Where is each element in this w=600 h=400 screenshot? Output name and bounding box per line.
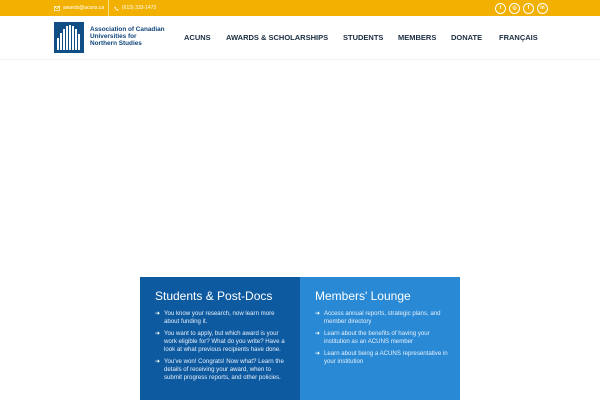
- list-item[interactable]: ➜ You know your research, now learn more about funding it.: [155, 310, 275, 325]
- linkedin-icon[interactable]: in: [537, 3, 548, 14]
- logo-text[interactable]: [90, 26, 170, 47]
- nav-awards-scholarships[interactable]: AWARDS & SCHOLARSHIPS: [226, 33, 329, 42]
- members-panel-title[interactable]: Members' Lounge: [315, 289, 411, 303]
- list-item[interactable]: ➜ Learn about the benefits of having your institution as an ACUNS member: [315, 330, 430, 345]
- arrow-right-icon: ➜: [315, 311, 321, 317]
- students-panel: [140, 277, 300, 400]
- envelope-icon: [54, 6, 60, 11]
- email-text[interactable]: awards@acuns.ca: [63, 5, 105, 11]
- top-bar: [0, 0, 600, 16]
- arrow-right-icon: ➜: [155, 311, 161, 317]
- students-panel-title[interactable]: Students & Post-Docs: [155, 289, 273, 303]
- acuns-logo[interactable]: [54, 22, 84, 53]
- members-panel: [300, 277, 460, 400]
- arrow-right-icon: ➜: [315, 351, 321, 357]
- instagram-icon[interactable]: ◎: [509, 3, 520, 14]
- nav-acuns[interactable]: ACUNS: [184, 33, 211, 42]
- nav-members[interactable]: MEMBERS: [398, 33, 437, 42]
- divider: [108, 0, 109, 16]
- logo-line-1: Association of Canadian: [90, 26, 165, 33]
- arrow-right-icon: ➜: [155, 359, 161, 365]
- nav-donate[interactable]: DONATE: [451, 33, 483, 42]
- list-item[interactable]: ➜ Access annual reports, strategic plans, and member directory: [315, 310, 441, 325]
- phone-text[interactable]: (613) 333-1473: [122, 5, 157, 11]
- twitter-icon[interactable]: t: [495, 3, 506, 14]
- list-item[interactable]: ➜ You've won! Congrats! Now what? Learn the details of receiving your award, when to submit progress reports, and other policies.: [155, 358, 284, 381]
- arrow-right-icon: ➜: [315, 331, 321, 337]
- logo-line-2: Universities for: [90, 33, 137, 40]
- email-contact[interactable]: [54, 0, 104, 16]
- facebook-icon[interactable]: f: [523, 3, 534, 14]
- social-links: [495, 0, 548, 16]
- nav-francais[interactable]: FRANÇAIS: [499, 33, 538, 42]
- list-item[interactable]: ➜ Learn about being a ACUNS representative in your institution: [315, 350, 448, 365]
- arrow-right-icon: ➜: [155, 331, 161, 337]
- list-item[interactable]: ➜ You want to apply, but which award is your work eligible for? What do you write? Have a look at what previous recipients have done.: [155, 330, 285, 353]
- phone-contact[interactable]: [114, 0, 156, 16]
- members-list: [315, 310, 450, 366]
- phone-icon: [114, 6, 119, 11]
- logo-line-3: Northern Studies: [90, 40, 142, 47]
- students-list: [155, 310, 290, 382]
- nav-students[interactable]: STUDENTS: [343, 33, 384, 42]
